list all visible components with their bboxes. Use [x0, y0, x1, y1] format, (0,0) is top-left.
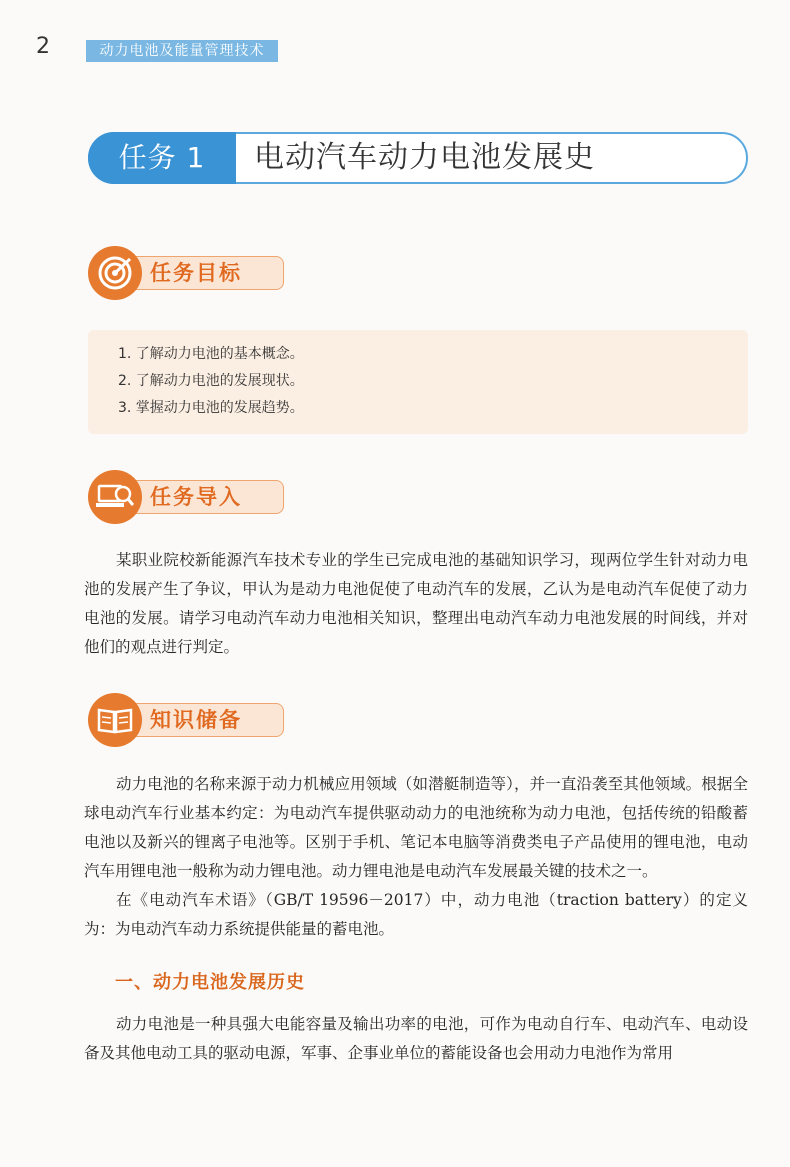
- knowledge-paragraph: 动力电池的名称来源于动力机械应用领域（如潜艇制造等），并一直沿袭至其他领域。根据全球电动汽车行业基本约定：为电动汽车提供驱动动力的电池统称为动力电池，包括传统的铅酸蓄电池以及新兴的锂离子电池等。区别于手机、笔记本电脑等消费类电子产品使用的锂电池，电动汽车用锂电池一般称为动力锂电池。动力锂电池是电动汽车发展最关键的技术之一。: [84, 775, 748, 880]
- intro-paragraph: 某职业院校新能源汽车技术专业的学生已完成电池的基础知识学习，现两位学生针对动力电池的发展产生了争议，甲认为是动力电池促使了电动汽车的发展，乙认为是电动汽车促使了动力电池的发展。请学习电动汽车动力电池相关知识，整理出电动汽车动力电池发展的时间线，并对他们的观点进行判定。: [84, 551, 748, 656]
- laptop-search-icon: [88, 470, 142, 524]
- task-badge: 任务 1: [88, 132, 236, 184]
- intro-label: 任务导入: [150, 485, 242, 509]
- knowledge-label: 知识储备: [150, 708, 242, 732]
- page-number: 2: [36, 34, 50, 59]
- objective-item: 2. 了解动力电池的发展现状。: [118, 373, 304, 389]
- goal-label: 任务目标: [150, 261, 242, 285]
- task-title: 电动汽车动力电池发展史: [254, 140, 595, 175]
- objective-item: 1. 了解动力电池的基本概念。: [118, 346, 304, 362]
- knowledge-paragraph: 在《电动汽车术语》（GB/T 19596－2017）中，动力电池（traction battery）的定义为：为电动汽车动力系统提供能量的蓄电池。: [84, 891, 748, 938]
- objective-item: 3. 掌握动力电池的发展趋势。: [118, 400, 304, 416]
- target-icon: [88, 246, 142, 300]
- history-paragraph: 动力电池是一种具强大电能容量及输出功率的电池，可作为电动自行车、电动汽车、电动设备及其他电动工具的驱动电源，军事、企事业单位的蓄能设备也会用动力电池作为常用: [84, 1015, 748, 1062]
- running-title: 动力电池及能量管理技术: [86, 40, 278, 62]
- open-book-icon: [88, 693, 142, 747]
- section-heading: 一、动力电池发展历史: [115, 972, 305, 993]
